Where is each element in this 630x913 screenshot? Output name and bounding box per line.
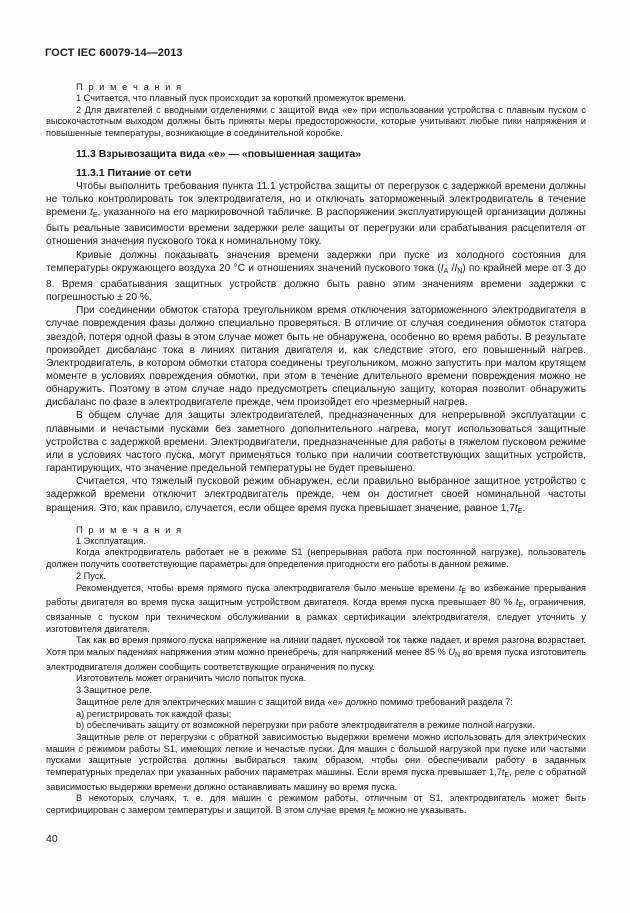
paragraph-1: Чтобы выполнить требования пункта 11.1 устройства защиты от перегрузок с задержкой времени должны не только контролировать ток электродвигателя, но и отключать заторможенный электродвигатель в течение времени $t_E$, указанного на его маркировочной табличке. В распоряжении эксплуатирующей организации должны быть реальные зависимости времени задержки реле защиты от перегрузки или срабатывания расцепителя от отношения значения пускового тока к номинальному току. xyxy=(46,180,587,248)
note-relay-item-a: а) регистрировать ток каждой фазы; xyxy=(76,708,232,719)
note-start-text-2: Так как во время прямого пуска напряжение на линии падает, пусковой ток также падает, и время разгона возрастает. Хотя при малых падениях напряжения этим можно пренебречь, для напряжений менее 85 % $U_N$ во время пуска изготовитель электродвигателя должен сообщить соответствующие ограничения по пуску. xyxy=(46,635,586,672)
note-2: 2 Для двигателей с вводными отделениями с защитой вида «е» при использовании устройства с плавным пуском с высокочастотным выходом должны быть приняты меры предосторожности, которые учитывают любые пики напряжения и повышенные температуры, возникающие в соединительной коробке. xyxy=(46,104,586,139)
note-start-text-3: Изготовитель может ограничить число попыток пуска. xyxy=(76,673,307,684)
note-start: 2 Пуск. xyxy=(76,570,106,581)
section-heading: 11.3 Взрывозащита вида «е» — «повышенная защита» xyxy=(76,147,362,160)
notes-heading: П р и м е ч а н и я xyxy=(76,82,183,92)
note-relay-text-2: Защитные реле от перегрузки с обратной зависимостью выдержки времени можно использовать для электрических машин с режимом работы S1, имеющих легкие и нечастые пуски. Для машин с большой нагрузкой при пуске или частыми пусками защитные устройства должны выбираться таким образом, чтобы они обеспечивали работу в заданных температурных пределах при указанных рабочих параметрах машины. Если время пуска превышает $1,7t_E$, реле с обратной зависимостью выдержки времени должно останавливать машину во время пуска. xyxy=(46,731,586,792)
paragraph-2: Кривые должны показывать значения времени задержки при пуске из холодного состояния для температуры окружающего воздуха 20 °С и отношениях значений пускового тока ($I_A$ $/I_N$) по крайней мере от 3 до 8. Время срабатывания защитных устройств должно быть равно этим значениям времени задержки с погрешностью ± 20 %. xyxy=(46,249,587,304)
note-exploitation: 1 Эксплуатация. xyxy=(76,535,146,546)
paragraph-5: Считается, что тяжелый пусковой режим обнаружен, если правильно выбранное защитное устройство с задержкой времени отключит электродвигатель прежде, чем он достигнет своей номинальной частоты вращения. Это, как правило, случается, если общее время пуска превышает значение, равное $1,7t_E$. xyxy=(46,476,586,515)
page-number: 40 xyxy=(46,833,58,845)
subsection-heading: 11.3.1 Питание от сети xyxy=(76,166,192,179)
note-relay-text-1: Защитное реле для электрических машин с защитой вида «е» должно помимо требований раздела 7: xyxy=(76,696,513,707)
note-relay: 3 Защитное реле. xyxy=(76,685,153,696)
page-header: ГОСТ IEC 60079-14—2013 xyxy=(45,47,183,59)
note-1: 1 Считается, что плавный пуск происходит за короткий промежуток времени. xyxy=(76,93,406,103)
paragraph-3: При соединении обмоток статора треугольником время отключения заторможенного электродвигателя в случае повреждения фазы должно специально проверяться. В отличие от случая соединения обмоток статора звездой, потеря одной фазы в этом случае может быть не обнаружена, особенно во время работы. В результате произойдет дисбаланс тока в линиях питания двигателя и, как следствие этого, его повышенный нагрев. Электродвигатель, в котором обмотки статора соединены треугольником, можно запустить при малом крутящем моменте в условиях повреждения обмотки, при этом в течение длительного времени повреждения можно не обнаружить. Поэтому в этом случае надо предусмотреть специальную защиту, которая позволит обнаружить дисбаланс по фазе в электродвигателе прежде, чем произойдет его чрезмерный нагрев. xyxy=(46,305,586,409)
note-exploitation-text: Когда электродвигатель работает не в режиме S1 (непрерывная работа при постоянной нагрузке), пользователь должен получить соответствующие параметры для определения пригодности его работы в данном режиме. xyxy=(46,547,586,570)
page-content xyxy=(46,81,586,820)
paragraph-4: В общем случае для защиты электродвигателей, предназначенных для непрерывной эксплуатации с плавными и нечастыми пусками без заметного дополнительного нагрева, могут использоваться защитные устройства с задержкой времени. Электродвигатели, предназначенные для работы в тяжелом пусковом режиме или в условиях частого пуска, могут применяться только при наличии соответствующих защитных устройств, гарантирующих, что значение предельной температуры не будет превышено. xyxy=(46,410,586,475)
note-start-text-1: Рекомендуется, чтобы время прямого пуска электродвигателя было меньше времени $t_E$ во избежание прерывания работы двигателя во время пуска защитным устройством двигателя. Когда время пуска превышает 80 % $t_E$, ограничения, связанные с пуском при техническом обслуживании в рамках сертификации электродвигателя, следует уточнить у изготовителя двигателя. xyxy=(46,582,586,634)
note-relay-text-3: В некоторых случаях, т. е. для машин с режимом работы, отличным от S1, электродвигатель может быть сертифицирован с замером температуры и защитой. В этом случае время $t_E$ можно не указывать. xyxy=(46,793,586,818)
note-relay-item-b: b) обеспечивать защиту от возможной перегрузки при работе электродвигателя в режиме полной нагрузки. xyxy=(76,720,535,731)
notes-heading-2: П р и м е ч а н и я xyxy=(76,524,183,535)
